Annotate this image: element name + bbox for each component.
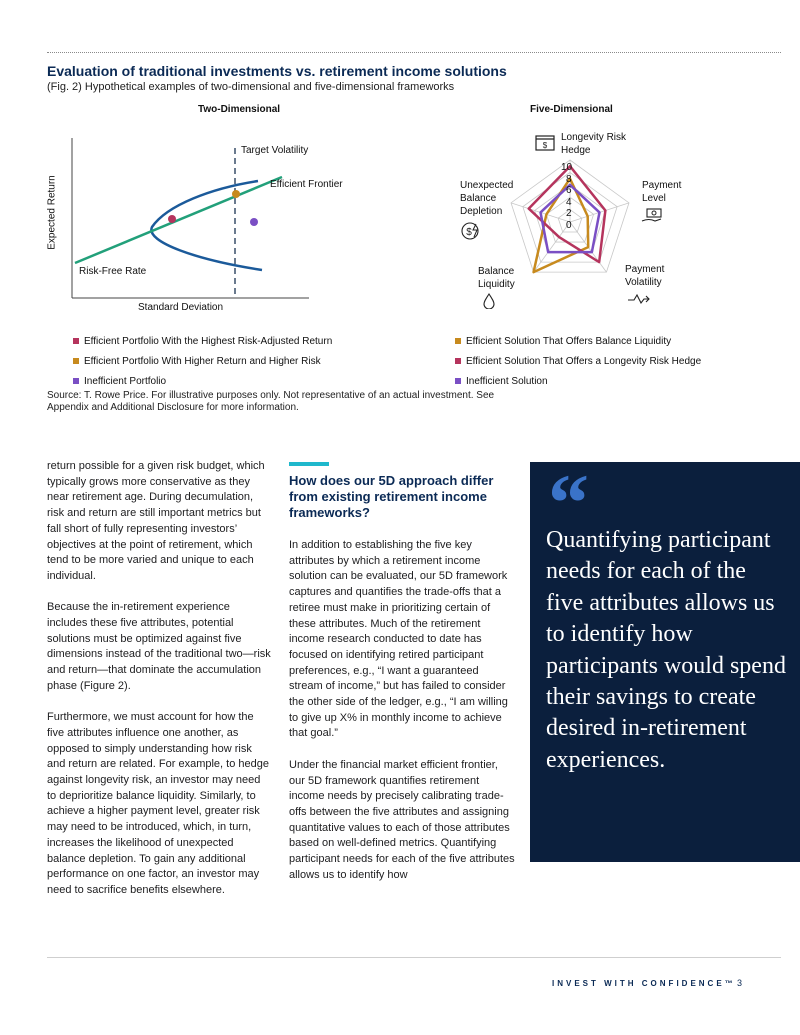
legend-label: Efficient Portfolio With Higher Return and Higher Risk [84,355,321,367]
legend-swatch [455,378,461,384]
target-volatility-label: Target Volatility [241,145,309,156]
legend-swatch [455,338,461,344]
dollar-lightning-icon [460,221,482,246]
top-divider [47,52,781,53]
higher-risk-portfolio-dot [232,190,240,198]
payment-volatility-label: Payment Volatility [625,264,665,288]
svg-text:$: $ [542,141,548,150]
heading-accent-bar [289,462,329,466]
legend-swatch [455,358,461,364]
paragraph: Furthermore, we must account for how the five attributes influence one another, as opposed to simply understanding how risk and return are related. For example, to hedge against longevity risk, an investor may need to deprioritize balance liquidity. Similarly, to achieve a higher payment level, greater risk may need to be introduced, which, in turn, increases the likelihood of unexpected balance depletion. To gain any additional performance on one factor, an investor may need to sacrifice benefits elsewhere. [47,711,269,896]
footer-tagline: INVEST WITH CONFIDENCE™ [552,979,736,988]
legend-item [455,331,701,351]
figure-subtitle: (Fig. 2) Hypothetical examples of two-dimensional and five-dimensional frameworks [47,81,455,93]
longevity-label: Longevity Risk Hedge [561,132,627,156]
paragraph: Under the financial market efficient frontier, our 5D framework quantifies retirement income needs by precisely calibrating trade-offs between the five attributes and assigning quantitative values to each of those attributes based on well-defined metrics. Quantifying participant needs for each of the five attributes allows us to identify how [289,758,515,881]
radar-tick-label: 10 [561,162,573,173]
radar-tick-label: 6 [566,185,572,196]
column-1 [47,459,272,914]
quote-mark-icon: “ [548,457,589,548]
legend-label: Efficient Solution That Offers a Longevity Risk Hedge [466,355,702,367]
radar-tick-label: 0 [566,219,572,231]
legend-label: Inefficient Portfolio [84,375,167,387]
efficient-frontier-label: Efficient Frontier [270,179,343,190]
bottom-divider [47,957,781,958]
hand-cash-icon [641,207,663,230]
legend-item [73,371,332,391]
legend-label: Efficient Solution That Offers Balance Liquidity [466,335,672,347]
legend-swatch [73,378,79,384]
risk-free-rate-label: Risk-Free Rate [79,266,147,277]
pull-quote-text: Quantifying participant needs for each of the five attributes allows us to identify how participants would spend their savings to create desired in-retirement experiences. [546,527,786,773]
paragraph: In addition to establishing the five key attributes by which a retirement income solution can be evaluated, our 5D framework captures and quantifies the trade-offs that a retiree must make in prioritizing certain of these attributes. Much of the retirement income research conducted to date has focused on identifying retired participant preferences, e.g., “I want a guaranteed stream of income,” but has failed to consider the other side of the ledger, e.g., “I am willing to give up X% in monthly income to achieve that goal.” [289,539,508,740]
two-d-chart [47,120,367,320]
source-note: Source: T. Rowe Price. For illustrative purposes only. Not representative of an actual investment. See Appendix and Additional Disclosure for more information. [47,390,495,413]
legend-left [73,331,332,391]
legend-swatch [73,338,79,344]
unexpected-depletion-label: Unexpected Balance Depletion [460,180,514,217]
five-d-title: Five-Dimensional [530,104,613,115]
y-axis-label: Expected Return [46,175,58,250]
legend-label: Efficient Portfolio With the Highest Risk-Adjusted Return [84,335,333,347]
legend-item [73,331,332,351]
legend-item [73,351,332,371]
droplet-icon [482,293,496,314]
balance-liquidity-label: Balance Liquidity [478,266,515,290]
section-heading: How does our 5D approach differ from existing retirement income frameworks? [289,473,494,520]
optimal-portfolio-dot [168,215,176,223]
svg-text:$: $ [466,227,472,238]
paragraph: return possible for a given risk budget, which typically grows more conservative as they near retirement age. During decumulation, risk and return are still important metrics but fall short of fully representing investors’ objectives at the point of retirement, which tend to be more varied and unique to each individual. [47,460,265,582]
legend-item [455,351,701,371]
legend-right [455,331,701,391]
legend-swatch [73,358,79,364]
page-number: 3 [737,978,743,988]
two-d-title: Two-Dimensional [198,104,281,115]
radar-tick-label: 2 [566,208,572,219]
paragraph: Because the in-retirement experience includes these five attributes, potential solutions must be optimized against five dimensions instead of the traditional two—risk and return—that dominate the accumulation phase (Figure 2). [47,601,271,692]
legend-label: Inefficient Solution [466,375,548,387]
inefficient-portfolio-dot [250,218,258,226]
calendar-dollar-icon [535,133,555,156]
trend-arrow-icon [627,292,651,310]
column-2 [289,538,515,899]
radar-tick-label: 8 [566,173,572,185]
x-axis-label: Standard Deviation [138,302,224,313]
payment-level-label: Payment Level [642,180,682,204]
radar-tick-label: 4 [566,196,572,208]
figure-title: Evaluation of traditional investments vs. retirement income solutions [47,63,507,79]
legend-item [455,371,701,391]
